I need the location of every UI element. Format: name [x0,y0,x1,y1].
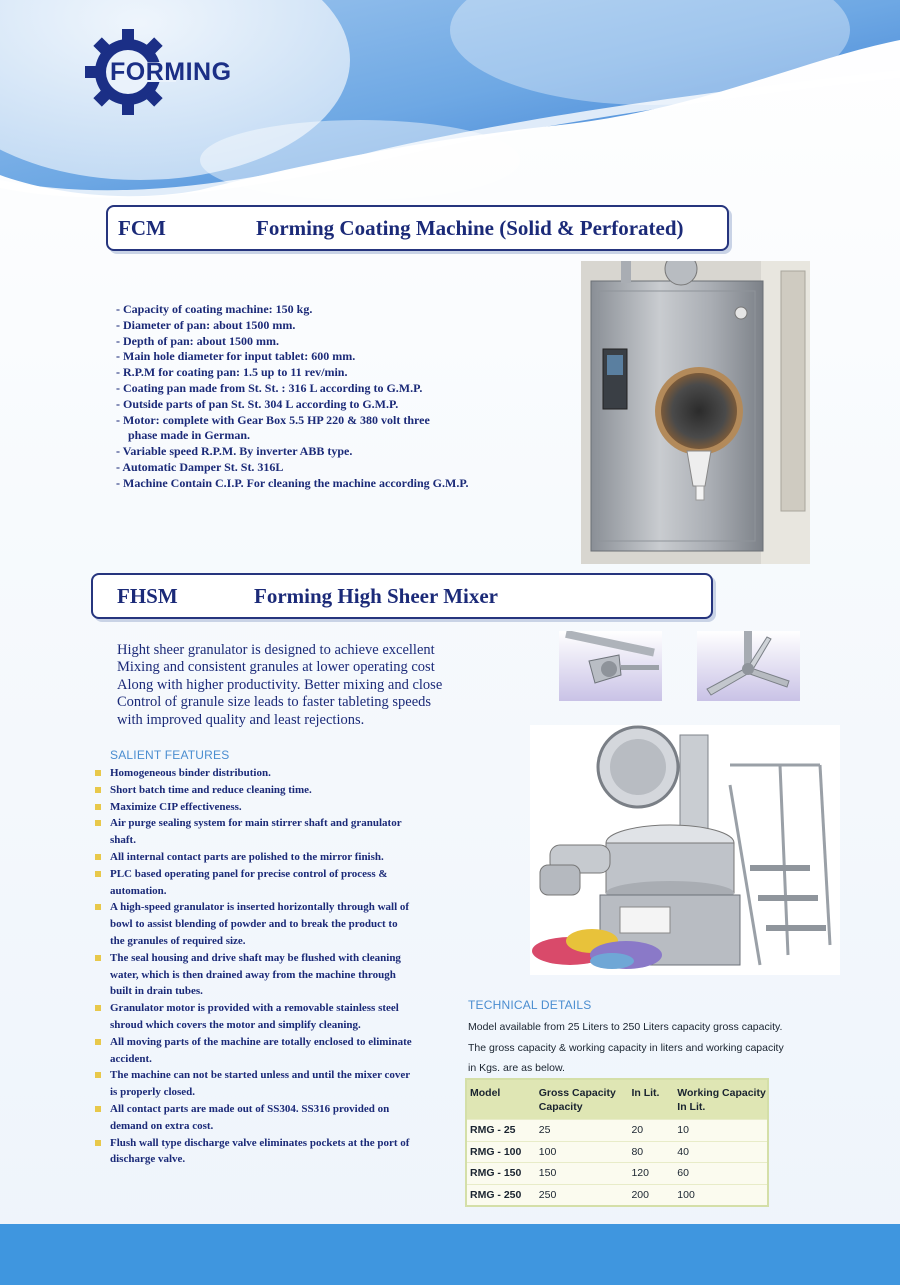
header-model: Model [470,1087,501,1099]
cell-model: RMG - 150 [470,1167,522,1180]
intro-line: Mixing and consistent granules at lower operating cost [117,659,435,676]
cell-gross: 250 [538,1188,557,1201]
feature-item [94,799,439,816]
feature-line: is properly closed. [110,1086,196,1099]
feature-line: discharge valve. [110,1153,186,1166]
feature-line: Granulator motor is provided with a removable stainless steel [110,1002,399,1015]
coating-machine-photo [581,261,810,564]
feature-line: Short batch time and reduce cleaning time. [110,783,312,796]
bullet-icon [95,787,101,793]
feature-item [94,815,439,849]
cell-lit: 80 [631,1145,644,1158]
feature-line: demand on extra cost. [110,1119,214,1132]
cell-gross: 150 [538,1167,557,1180]
fcm-title: Forming Coating Machine (Solid & Perforated) [256,215,684,240]
header-working-capacity [677,1086,767,1119]
intro-line: Along with higher productivity. Better mixing and close [117,676,443,693]
bullet-icon [95,904,101,910]
spec-item: - Main hole diameter for input tablet: 600 mm. [116,349,356,364]
bullet-icon [95,1039,101,1045]
spec-item: phase made in German. [116,428,251,443]
intro-line: Hight sheer granulator is designed to achieve excellent [117,642,435,658]
cell-gross: 100 [538,1145,557,1158]
feature-line: shroud which covers the motor and simplify cleaning. [110,1018,361,1031]
intro-line: Control of granule size leads to faster tableting speeds [117,694,432,711]
brand-logo-text: FORMING [110,58,232,86]
intro-line: with improved quality and least rejections. [117,711,365,728]
fhsm-title-bar [91,573,713,619]
fhsm-code: FHSM [117,583,178,608]
feature-line: A high-speed granulator is inserted horizontally through wall of [110,901,410,914]
table-row [467,1141,767,1163]
feature-line: bowl to assist blending of powder and to break the product to [110,918,398,931]
fcm-title-bar [106,205,729,251]
fhsm-title: Forming High Sheer Mixer [254,583,498,608]
feature-item [94,1101,439,1135]
capacity-table [465,1078,769,1207]
feature-item [94,765,439,782]
bullet-icon [95,871,101,877]
table-row [467,1162,767,1184]
spec-item: - Capacity of coating machine: 150 kg. [116,302,313,316]
salient-features-label: SALIENT FEATURES [110,748,230,762]
bullet-icon [95,955,101,961]
spec-item: - Diameter of pan: about 1500 mm. [116,317,296,332]
spec-item: - Automatic Damper St. St. 316L [116,459,284,474]
header-working-line1: Working Capacity [677,1087,766,1099]
bullet-icon [95,1106,101,1112]
cell-model: RMG - 250 [470,1188,522,1201]
feature-item [94,866,439,900]
spec-item: - Machine Contain C.I.P. For cleaning the machine according G.M.P. [116,475,469,490]
impeller-photo [559,631,662,701]
feature-line: the granules of required size. [110,934,246,947]
bullet-icon [95,1072,101,1078]
tech-line: in Kgs. are as below. [468,1062,565,1075]
feature-line: water, which is then drained away from the machine through [110,968,396,981]
cell-model: RMG - 25 [470,1124,516,1137]
table-row [467,1184,767,1206]
spec-item: - Depth of pan: about 1500 mm. [116,333,280,348]
technical-description [468,1017,798,1079]
cell-model: RMG - 100 [470,1145,522,1158]
cell-working: 60 [677,1167,689,1180]
feature-line: Maximize CIP effectiveness. [110,800,242,813]
spec-item: - Coating pan made from St. St. : 316 L according to G.M.P. [116,380,423,395]
header-working-line2: In Lit. [677,1101,706,1113]
feature-line: Flush wall type discharge valve eliminates pockets at the port of [110,1136,410,1149]
feature-item [94,950,439,1000]
header-gross-line1: Gross Capacity [538,1087,616,1099]
feature-line: built in drain tubes. [110,985,203,998]
cell-working: 40 [677,1145,689,1158]
cell-lit: 120 [631,1167,649,1180]
feature-item [94,1034,439,1068]
spec-item: - Variable speed R.P.M. By inverter ABB type. [116,444,353,459]
spec-item: - R.P.M for coating pan: 1.5 up to 11 rev/min. [116,365,348,380]
high-sheer-mixer-photo [530,725,840,975]
cell-lit: 20 [631,1124,644,1137]
feature-line: All internal contact parts are polished to the mirror finish. [110,850,384,863]
feature-line: Air purge sealing system for main stirrer shaft and granulator [110,817,402,830]
spec-item: - Outside parts of pan St. St. 304 L according to G.M.P. [116,396,399,411]
feature-line: All moving parts of the machine are totally enclosed to eliminate [110,1035,412,1048]
fcm-spec-list [116,302,566,492]
cell-lit: 200 [631,1188,649,1201]
bullet-icon [95,1005,101,1011]
cell-working: 100 [677,1188,695,1201]
table-row [467,1119,767,1141]
feature-item [94,1000,439,1034]
header-in-lit: In Lit. [631,1087,660,1099]
feature-item [94,782,439,799]
header-gross-line2: Capacity [538,1101,583,1113]
bullet-icon [95,804,101,810]
technical-details-label: TECHNICAL DETAILS [468,998,592,1012]
feature-line: All contact parts are made out of SS304. SS316 provided on [110,1102,390,1115]
chopper-blade-photo [697,631,800,701]
fhsm-intro [117,642,497,729]
feature-line: accident. [110,1052,152,1065]
feature-item [94,899,439,949]
feature-line: The seal housing and drive shaft may be flushed with cleaning [110,951,401,964]
feature-item [94,1067,439,1101]
feature-item [94,1135,439,1169]
tech-line: The gross capacity & working capacity in liters and working capacity [468,1041,784,1054]
salient-features-list [94,765,439,1168]
footer-bar [0,1224,900,1285]
cell-gross: 25 [538,1124,551,1137]
bullet-icon [95,820,101,826]
bullet-icon [95,1140,101,1146]
feature-line: PLC based operating panel for precise control of process & [110,867,388,880]
feature-line: shaft. [110,834,136,847]
feature-item [94,849,439,866]
spec-item: - Motor: complete with Gear Box 5.5 HP 220 & 380 volt three [116,412,430,427]
tech-line: Model available from 25 Liters to 250 Liters capacity gross capacity. [468,1021,783,1033]
feature-line: automation. [110,884,167,897]
cell-working: 10 [677,1124,689,1137]
bullet-icon [95,770,101,776]
fcm-code: FCM [118,215,166,240]
feature-line: Homogeneous binder distribution. [110,767,271,779]
header-gross-capacity [539,1086,632,1119]
bullet-icon [95,854,101,860]
table-header [467,1080,767,1119]
feature-line: The machine can not be started unless and until the mixer cover [110,1069,411,1082]
